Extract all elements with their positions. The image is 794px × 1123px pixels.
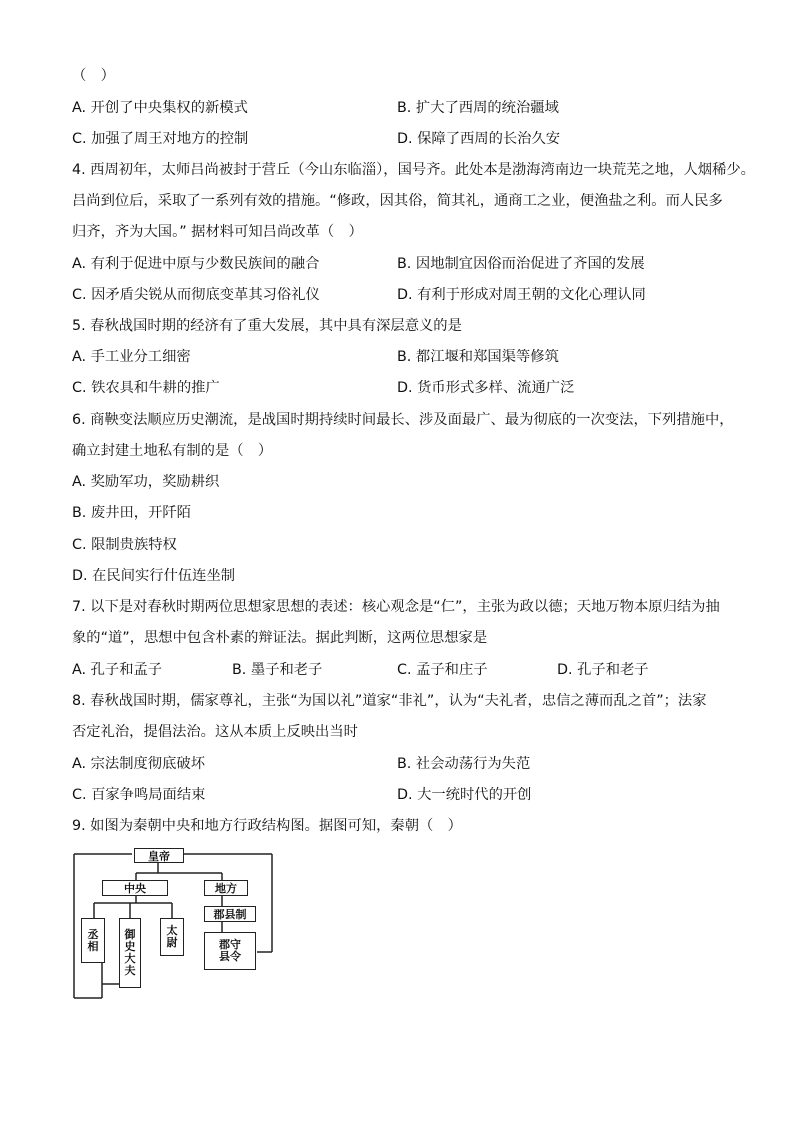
q4-option-d: D. 有利于形成对周王朝的文化心理认同 bbox=[397, 287, 646, 303]
q4-stem-line1: 4. 西周初年，太师吕尚被封于营丘（今山东临淄），国号齐。此处本是渤海湾南边一块荒芜之地，人烟稀少。 bbox=[72, 162, 755, 178]
q6-option-a: A. 奖励军功，奖励耕织 bbox=[72, 474, 220, 490]
q6-option-c: C. 限制贵族特权 bbox=[72, 537, 177, 553]
q5-option-b: B. 都江堰和郑国渠等修筑 bbox=[397, 349, 559, 365]
junxian-system-box: 郡县制 bbox=[204, 906, 256, 922]
censor-char-1: 御 bbox=[124, 928, 136, 941]
chancellor-char-2: 相 bbox=[87, 939, 99, 953]
governor-label: 郡守 bbox=[219, 938, 241, 951]
q7-option-a: A. 孔子和孟子 bbox=[72, 662, 163, 678]
q3-option-d: D. 保障了西周的长治久安 bbox=[397, 131, 561, 147]
q8-stem-line1: 8. 春秋战国时期，儒家尊礼，主张“为国以礼”道家“非礼”，认为“夫礼者，忠信之薄而乱之首”；法家 bbox=[72, 693, 707, 709]
q3-option-b: B. 扩大了西周的统治疆域 bbox=[397, 100, 559, 116]
q3-option-a: A. 开创了中央集权的新模式 bbox=[72, 100, 248, 116]
governor-magistrate-box bbox=[204, 932, 256, 970]
central-box: 中央 bbox=[102, 880, 168, 896]
q6-stem-line1: 6. 商鞅变法顺应历史潮流，是战国时期持续时间最长、涉及面最广、最为彻底的一次变法，下列措施中， bbox=[72, 412, 734, 428]
q3-blank: （ ） bbox=[72, 68, 115, 84]
q5-option-a: A. 手工业分工细密 bbox=[72, 349, 191, 365]
commandant-char-2: 尉 bbox=[166, 936, 178, 949]
censor-char-4: 夫 bbox=[124, 964, 136, 977]
q8-stem-line2: 否定礼治，提倡法治。这从本质上反映出当时 bbox=[72, 724, 358, 740]
censor-char-3: 大 bbox=[124, 952, 136, 965]
q7-option-b: B. 墨子和老子 bbox=[232, 662, 323, 678]
q8-option-d: D. 大一统时代的开创 bbox=[397, 787, 532, 803]
q7-stem-line2: 象的“道”，思想中包含朴素的辩证法。据此判断，这两位思想家是 bbox=[72, 630, 488, 646]
q4-option-c: C. 因矛盾尖锐从而彻底变革其习俗礼仪 bbox=[72, 287, 320, 303]
q6-option-d: D. 在民间实行什伍连坐制 bbox=[72, 568, 236, 584]
q4-stem-line3: 归齐，齐为大国。” 据材料可知吕尚改革（ ） bbox=[72, 224, 363, 240]
q8-option-a: A. 宗法制度彻底破坏 bbox=[72, 756, 205, 772]
magistrate-label: 县令 bbox=[219, 950, 241, 963]
q9-stem: 9. 如图为秦朝中央和地方行政结构图。据图可知，秦朝（ ） bbox=[72, 818, 462, 834]
q5-option-d: D. 货币形式多样、流通广泛 bbox=[397, 380, 575, 396]
emperor-box: 皇帝 bbox=[134, 848, 184, 863]
q8-option-c: C. 百家争鸣局面结束 bbox=[72, 787, 206, 803]
q7-option-c: C. 孟子和庄子 bbox=[397, 662, 488, 678]
q7-stem-line1: 7. 以下是对春秋时期两位思想家思想的表述：核心观念是“仁”，主张为政以德；天地万物本原归结为抽 bbox=[72, 599, 720, 615]
local-box: 地方 bbox=[204, 880, 248, 896]
q4-option-a: A. 有利于促进中原与少数民族间的融合 bbox=[72, 256, 320, 272]
q7-option-d: D. 孔子和老子 bbox=[557, 662, 649, 678]
q5-option-c: C. 铁农具和牛耕的推广 bbox=[72, 380, 220, 396]
q8-option-b: B. 社会动荡行为失范 bbox=[397, 756, 531, 772]
grand-commandant-box bbox=[160, 918, 184, 956]
q5-stem: 5. 春秋战国时期的经济有了重大发展，其中具有深层意义的是 bbox=[72, 318, 462, 334]
commandant-char-1: 太 bbox=[166, 924, 178, 937]
imperial-censor-box bbox=[119, 918, 141, 988]
q4-stem-line2: 吕尚到位后，采取了一系列有效的措施。“修政，因其俗，简其礼，通商工之业，便渔盐之利。而人民多 bbox=[72, 193, 723, 209]
censor-char-2: 史 bbox=[124, 940, 136, 953]
qin-admin-structure-diagram bbox=[72, 848, 282, 1003]
q6-option-b: B. 废井田，开阡陌 bbox=[72, 505, 191, 521]
chancellor-box bbox=[81, 918, 105, 963]
q6-stem-line2: 确立封建土地私有制的是（ ） bbox=[72, 443, 273, 459]
q3-option-c: C. 加强了周王对地方的控制 bbox=[72, 131, 249, 147]
q4-option-b: B. 因地制宜因俗而治促进了齐国的发展 bbox=[397, 256, 645, 272]
chancellor-char-1: 丞 bbox=[87, 927, 99, 941]
